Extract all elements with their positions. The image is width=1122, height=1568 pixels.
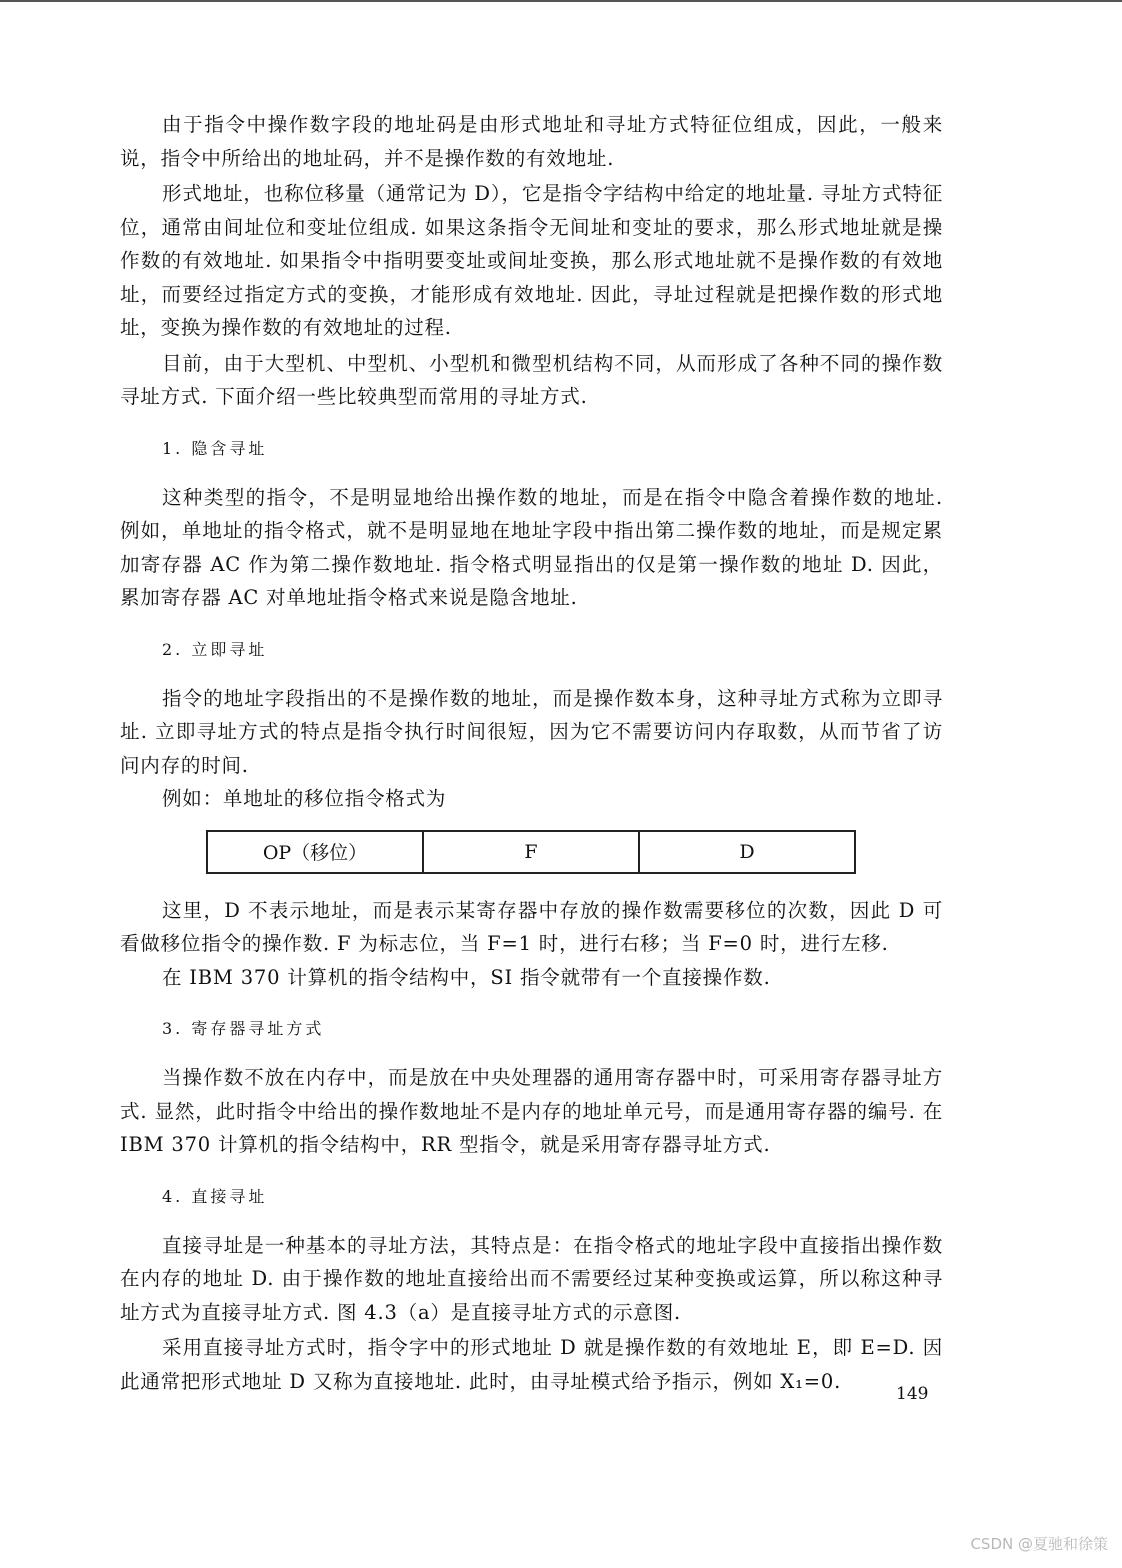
paragraph: 采用直接寻址方式时，指令字中的形式地址 D 就是操作数的有效地址 E，即 E=D. 因此通常把形式地址 D 又称为直接地址. 此时，由寻址模式给予指示，例如 X₁=0.: [120, 1336, 943, 1393]
paragraph: 这里，D 不表示地址，而是表示某寄存器中存放的操作数需要移位的次数，因此 D 可看做移位指令的操作数. F 为标志位，当 F=1 时，进行右移；当 F=0 时，进行左移.: [120, 898, 943, 955]
watermark: CSDN @夏驰和徐策: [970, 1535, 1108, 1553]
section-heading: 3. 寄存器寻址方式: [162, 1019, 325, 1038]
format-field-op: OP（移位）: [207, 831, 423, 873]
section-heading: 2. 立即寻址: [162, 639, 268, 659]
section-heading: 1. 隐含寻址: [162, 438, 268, 458]
format-field-d: D: [639, 831, 855, 873]
book-page: [120, 108, 943, 1398]
paragraph: 由于指令中操作数字段的地址码是由形式地址和寻址方式特征位组成，因此，一般来说，指令中所给出的地址码，并不是操作数的有效地址.: [120, 113, 943, 170]
page-number: 149: [896, 1384, 929, 1404]
paragraph: 直接寻址是一种基本的寻址方法，其特点是：在指令格式的地址字段中直接指出操作数在内存的地址 D. 由于操作数的地址直接给出而不需要经过某种变换或运算，所以称这种寻址方式为直接寻址方式. 图 4.3（a）是直接寻址方式的示意图.: [120, 1233, 943, 1324]
page-top-border: [0, 0, 1122, 2]
paragraph: 形式地址，也称位移量（通常记为 D），它是指令字结构中给定的地址量. 寻址方式特征位，通常由间址位和变址位组成. 如果这条指令无间址和变址的要求，那么形式地址就是操作数的有效地址. 如果指令中指明要变址或间址变换，那么形式地址就不是操作数的有效地址，而要经过指定方式的变换，才能形成有效地址. 因此，寻址过程就是把操作数的形式地址，变换为操作数的有效地址的过程.: [120, 182, 943, 339]
format-field-f: F: [423, 831, 639, 873]
instruction-format-table: [206, 830, 856, 874]
section-heading: 4. 直接寻址: [162, 1186, 268, 1206]
example-label: 例如：单地址的移位指令格式为: [162, 787, 447, 810]
paragraph: 目前，由于大型机、中型机、小型机和微型机结构不同，从而形成了各种不同的操作数寻址方式. 下面介绍一些比较典型而常用的寻址方式.: [120, 351, 943, 408]
paragraph: 在 IBM 370 计算机的指令结构中，SI 指令就带有一个直接操作数.: [162, 965, 771, 989]
paragraph: 指令的地址字段指出的不是操作数的地址，而是操作数本身，这种寻址方式称为立即寻址. 立即寻址方式的特点是指令执行时间很短，因为它不需要访问内存取数，从而节省了访问内存的时间.: [120, 686, 943, 777]
paragraph: 当操作数不放在内存中，而是放在中央处理器的通用寄存器中时，可采用寄存器寻址方式. 显然，此时指令中给出的操作数地址不是内存的地址单元号，而是通用寄存器的编号. 在 IBM 370 计算机的指令结构中，RR 型指令，就是采用寄存器寻址方式.: [120, 1066, 943, 1156]
paragraph: 这种类型的指令，不是明显地给出操作数的地址，而是在指令中隐含着操作数的地址. 例如，单地址的指令格式，就不是明显地在地址字段中指出第二操作数的地址，而是规定累加寄存器 AC 作为第二操作数地址. 指令格式明显指出的仅是第一操作数的地址 D. 因此，累加寄存器 AC 对单地址指令格式来说是隐含地址.: [120, 485, 943, 609]
